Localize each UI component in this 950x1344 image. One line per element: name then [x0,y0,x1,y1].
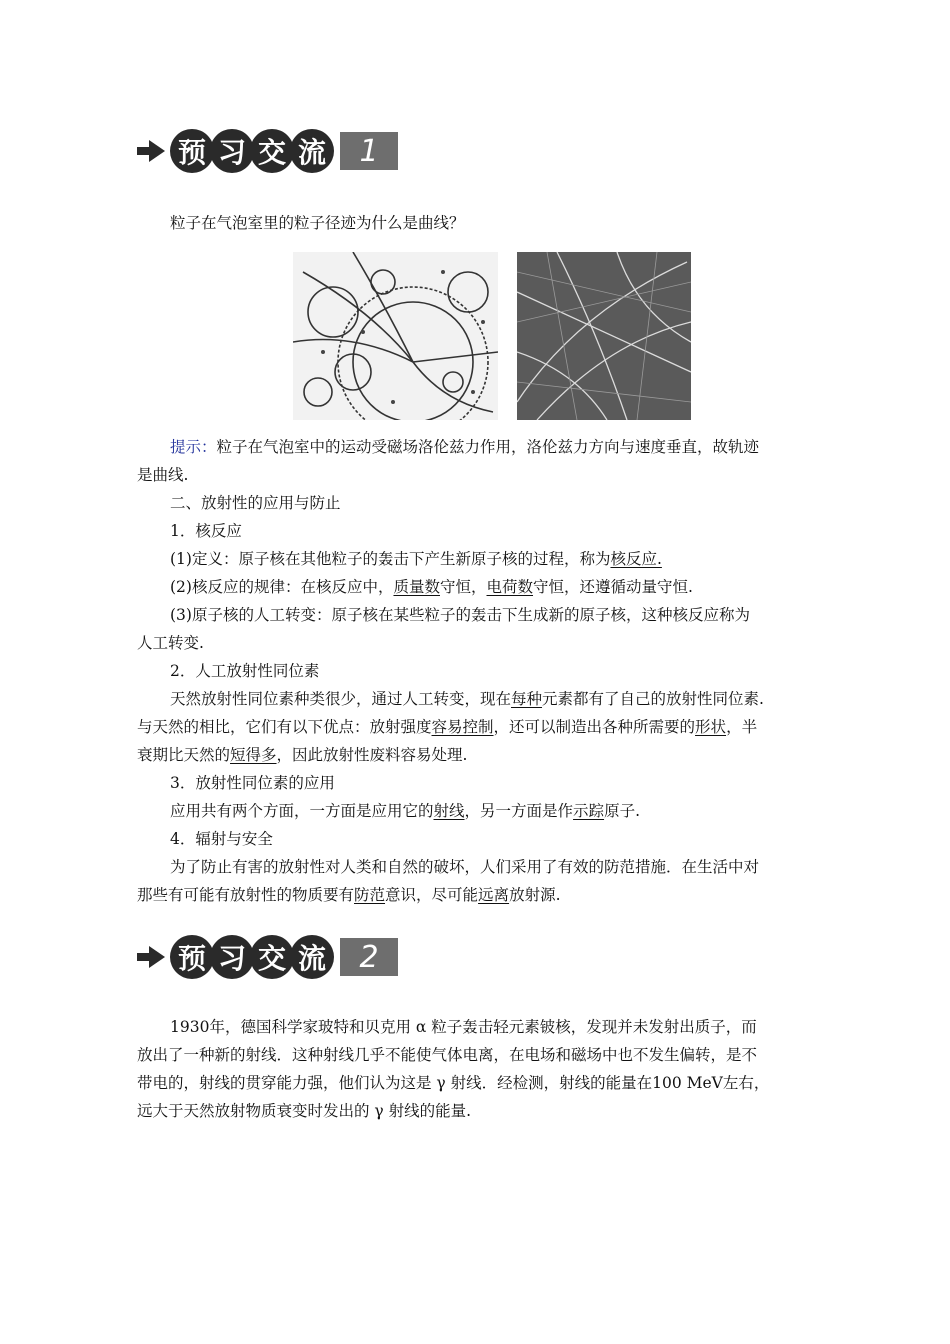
banner-char: 预 [170,935,214,979]
banner-title [170,129,330,173]
subheading-4: 4．辐射与安全 [170,830,273,848]
isotope-paragraph-line-2: 与天然的相比，它们有以下优点：放射强度容易控制，还可以制造出各种所需要的形状，半 [137,718,758,736]
neutron-paragraph-line-4: 远大于天然放射物质衰变时发出的 γ 射线的能量. [137,1102,472,1120]
banner-char: 交 [250,129,294,173]
blank-answer: 防范 [354,886,386,904]
blank-answer: 示踪 [573,802,605,820]
blank-answer: 远离 [478,886,510,904]
hint-paragraph-line-1: 提示：粒子在气泡室中的运动受磁场洛伦兹力作用，洛伦兹力方向与速度垂直，故轨迹 [170,438,760,456]
blank-answer: 每种 [511,690,543,708]
artificial-transmutation-line-2: 人工转变. [137,634,204,652]
blank-answer: 核反应. [610,550,662,568]
blank-answer: 短得多 [230,746,277,764]
hint-label: 提示： [170,438,217,456]
subheading-2: 2．人工放射性同位素 [170,662,320,680]
banner-title [170,935,330,979]
blank-answer: 容易控制 [431,718,494,736]
definition-line: (1)定义：原子核在其他粒子的轰击下产生新原子核的过程，称为核反应. [170,550,662,568]
safety-paragraph-line-2: 那些有可能有放射性的物质要有防范意识，尽可能远离放射源. [137,886,561,904]
arrow-right-icon [136,942,166,972]
isotope-paragraph-line-3: 衰期比天然的短得多，因此放射性废料容易处理. [137,746,468,764]
law-line: (2)核反应的规律：在核反应中，质量数守恒，电荷数守恒，还遵循动量守恒. [170,578,693,596]
section-heading: 二、放射性的应用与防止 [170,494,341,512]
bubble-chamber-photo-2 [517,252,691,420]
banner-char: 习 [210,935,254,979]
blank-answer: 射线 [433,802,465,820]
blank-answer: 电荷数 [486,578,534,596]
neutron-paragraph-line-1: 1930年，德国科学家玻特和贝克用 α 粒子轰击轻元素铍核，发现并未发射出质子，而 [170,1018,757,1036]
subheading-3: 3．放射性同位素的应用 [170,774,335,792]
subheading-1: 1．核反应 [170,522,242,540]
section-banner-1 [136,131,398,171]
neutron-paragraph-line-3: 带电的，射线的贯穿能力强，他们认为这是 γ 射线．经检测，射线的能量在100 MeV左右， [137,1074,770,1092]
banner-char: 习 [210,129,254,173]
section-banner-2 [136,937,398,977]
banner-char: 流 [290,935,334,979]
blank-answer: 质量数 [393,578,440,596]
arrow-right-icon [136,136,166,166]
neutron-paragraph-line-2: 放出了一种新的射线．这种射线几乎不能使气体电离，在电场和磁场中也不发生偏转，是不 [137,1046,758,1064]
banner-char: 流 [290,129,334,173]
hint-paragraph-line-2: 是曲线. [137,466,189,484]
artificial-transmutation-line-1: (3)原子核的人工转变：原子核在某些粒子的轰击下生成新的原子核，这种核反应称为 [170,606,750,624]
banner-number: 2 [340,938,398,976]
safety-paragraph-line-1: 为了防止有害的放射性对人类和自然的破坏，人们采用了有效的防范措施．在生活中对 [170,858,760,876]
isotope-paragraph-line-1: 天然放射性同位素种类很少，通过人工转变，现在每种元素都有了自己的放射性同位素. [170,690,764,708]
application-line: 应用共有两个方面，一方面是应用它的射线，另一方面是作示踪原子. [170,802,640,820]
banner-char: 预 [170,129,214,173]
blank-answer: 形状 [695,718,727,736]
bubble-chamber-photo-1 [293,252,498,420]
banner-char: 交 [250,935,294,979]
banner-number: 1 [340,132,398,170]
question-text: 粒子在气泡室里的粒子径迹为什么是曲线？ [170,214,465,232]
